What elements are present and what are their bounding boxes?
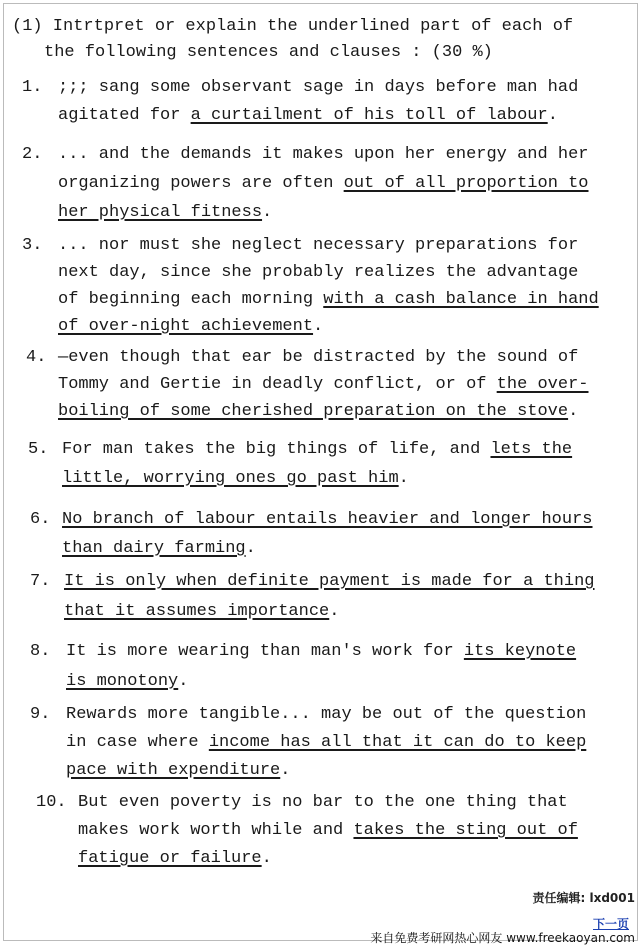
- editor-credit: 责任编辑: lxd001: [532, 891, 635, 905]
- underlined-phrase: is monotony: [66, 672, 179, 691]
- text-segment: ;;; sang some observant sage in days before man had: [58, 78, 579, 97]
- underlined-phrase: income has all that it can do to keep: [208, 733, 587, 752]
- underlined-phrase: fatigue or failure: [78, 849, 262, 868]
- text-segment: ... nor must she neglect necessary preparations for: [58, 236, 579, 255]
- item-number: 8.: [30, 642, 51, 661]
- item-number: 9.: [30, 705, 51, 724]
- underlined-phrase: boiling of some cherished preparation on the stove: [58, 402, 569, 421]
- item-line: [66, 733, 586, 752]
- item-line: [58, 203, 272, 222]
- underlined-phrase: lets the: [490, 440, 573, 459]
- item-line: [64, 602, 339, 621]
- item-line: [66, 761, 290, 780]
- underlined-phrase: It is only when definite payment is made for a thing: [64, 572, 595, 591]
- item-line: [58, 78, 578, 97]
- text-segment: .: [261, 849, 272, 868]
- item-line: [62, 539, 256, 558]
- item-line: [78, 793, 568, 812]
- item-line: [58, 402, 578, 421]
- underlined-phrase: No branch of labour entails heavier and longer hours: [62, 510, 593, 529]
- heading-line-2: the following sentences and clauses : (30 %): [44, 43, 493, 62]
- item-line: [58, 317, 323, 336]
- item-line: [62, 469, 409, 488]
- item-line: [58, 174, 589, 193]
- text-segment: organizing powers are often: [58, 174, 344, 193]
- text-segment: —even though that ear be distracted by the sound of: [58, 348, 579, 367]
- text-segment: makes work worth while and: [78, 821, 354, 840]
- item-number: 4.: [26, 348, 47, 367]
- item-line: [62, 440, 572, 459]
- item-line: [78, 821, 578, 840]
- underlined-phrase: her physical fitness: [58, 203, 263, 222]
- text-segment: For man takes the big things of life, and: [62, 440, 491, 459]
- underlined-phrase: the over-: [496, 375, 589, 394]
- item-number: 2.: [22, 145, 43, 164]
- item-line: [58, 236, 578, 255]
- text-segment: .: [313, 317, 324, 336]
- item-line: [58, 263, 578, 282]
- underlined-phrase: a curtailment of his toll of labour: [190, 106, 548, 125]
- item-number: 10.: [36, 793, 67, 812]
- item-line: [66, 705, 586, 724]
- text-segment: .: [547, 106, 558, 125]
- item-line: [62, 510, 593, 529]
- text-segment: in case where: [66, 733, 209, 752]
- underlined-phrase: little, worrying ones go past him: [62, 469, 399, 488]
- text-segment: .: [178, 672, 189, 691]
- item-line: [78, 849, 272, 868]
- underlined-phrase: takes the sting out of: [353, 821, 578, 840]
- underlined-phrase: that it assumes importance: [64, 602, 330, 621]
- source-credit: 来自免费考研网热心网友 www.freekaoyan.com: [370, 931, 635, 945]
- text-segment: Tommy and Gertie in deadly conflict, or of: [58, 375, 497, 394]
- text-segment: ... and the demands it makes upon her energy and her: [58, 145, 589, 164]
- text-segment: .: [398, 469, 409, 488]
- item-line: [66, 642, 576, 661]
- item-line: [58, 145, 589, 164]
- item-line: [58, 290, 599, 309]
- item-number: 5.: [28, 440, 49, 459]
- text-segment: .: [329, 602, 340, 621]
- underlined-phrase: of over-night achievement: [58, 317, 314, 336]
- text-segment: .: [245, 539, 256, 558]
- item-line: [66, 672, 188, 691]
- next-page-link[interactable]: 下一页: [592, 917, 629, 931]
- item-line: [58, 106, 558, 125]
- heading-line-1: (1) Intrtpret or explain the underlined part of each of: [12, 17, 574, 36]
- text-segment: next day, since she probably realizes the advantage: [58, 263, 579, 282]
- text-segment: But even poverty is no bar to the one thing that: [78, 793, 568, 812]
- item-line: [58, 348, 578, 367]
- item-line: [58, 375, 589, 394]
- underlined-phrase: with a cash balance in hand: [323, 290, 599, 309]
- text-segment: of beginning each morning: [58, 290, 324, 309]
- item-number: 3.: [22, 236, 43, 255]
- underlined-phrase: than dairy farming: [62, 539, 246, 558]
- text-segment: Rewards more tangible... may be out of the question: [66, 705, 587, 724]
- underlined-phrase: out of all proportion to: [343, 174, 589, 193]
- underlined-phrase: pace with expenditure: [66, 761, 281, 780]
- underlined-phrase: its keynote: [463, 642, 577, 661]
- item-number: 1.: [22, 78, 43, 97]
- text-segment: .: [262, 203, 273, 222]
- item-line: [64, 572, 595, 591]
- item-number: 7.: [30, 572, 51, 591]
- text-segment: .: [568, 402, 579, 421]
- item-number: 6.: [30, 510, 51, 529]
- text-segment: It is more wearing than man's work for: [66, 642, 464, 661]
- text-segment: .: [280, 761, 291, 780]
- text-segment: agitated for: [58, 106, 191, 125]
